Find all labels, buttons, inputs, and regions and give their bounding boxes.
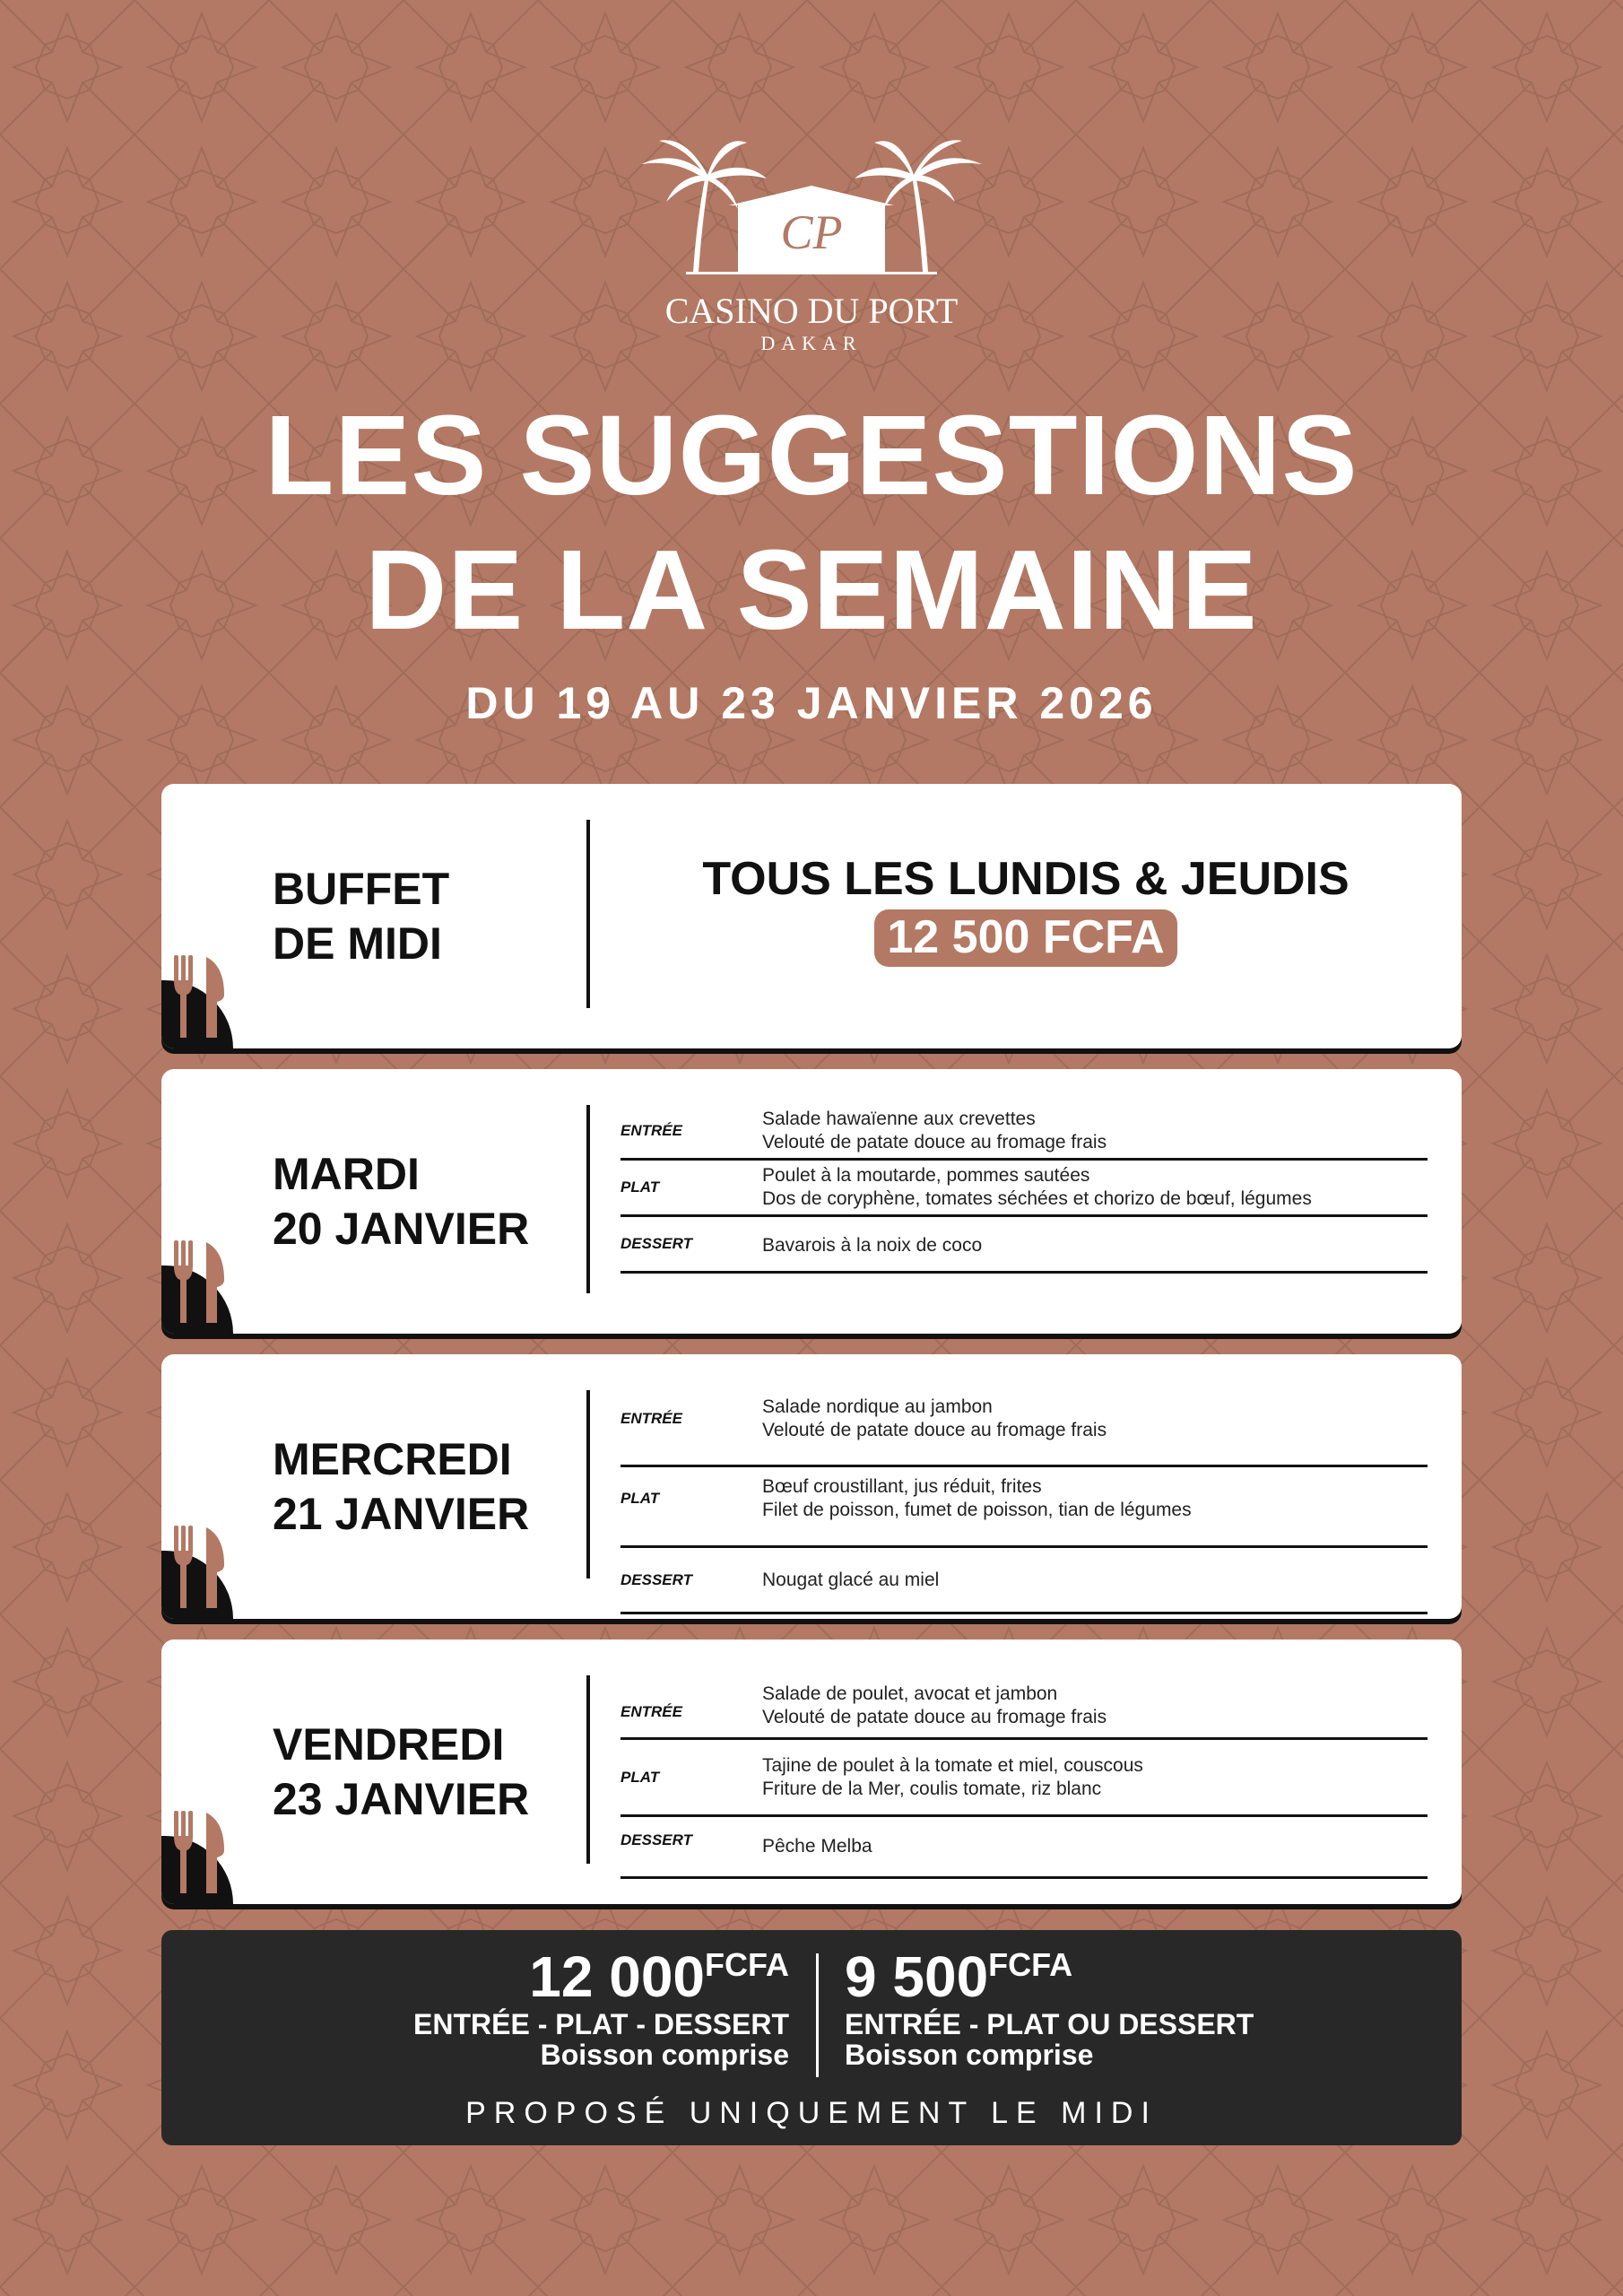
casino-logo	[632, 139, 991, 363]
page-title-line1: LES SUGGESTIONS	[265, 392, 1358, 518]
dish: Pêche Melba	[762, 1836, 872, 1857]
day-label	[273, 1069, 529, 1334]
dish: Filet de poisson, fumet de poisson, tian de légumes	[762, 1499, 1192, 1520]
fork-knife-icon	[170, 1239, 230, 1325]
logo-name: CASINO DU PORT	[664, 291, 959, 331]
buffet-days: TOUS LES LUNDIS & JEUDIS	[702, 853, 1350, 905]
dish: Velouté de patate douce au fromage frais	[762, 1706, 1107, 1727]
day-name: VENDREDI	[273, 1718, 505, 1770]
buffet-label	[273, 784, 449, 1048]
fork-knife-icon	[170, 1809, 230, 1895]
course-items	[762, 1108, 1107, 1154]
day-date: 21 JANVIER	[273, 1488, 530, 1539]
course-label: DESSERT	[621, 1831, 692, 1849]
price-full-menu	[413, 1944, 789, 2071]
course-list	[621, 1674, 1428, 1879]
course-label: DESSERT	[621, 1570, 692, 1588]
day-card-tuesday	[161, 1069, 1462, 1334]
course-items	[762, 1234, 982, 1257]
price-partial-menu	[845, 1944, 1254, 2071]
price-description: ENTRÉE - PLAT - DESSERT	[413, 2008, 789, 2040]
course-label: ENTRÉE	[621, 1410, 682, 1427]
course-dessert	[621, 1217, 1428, 1274]
course-label: ENTRÉE	[621, 1702, 682, 1720]
page-title-line2: DE LA SEMAINE	[365, 526, 1258, 653]
price-amount: 9 500	[845, 1944, 989, 2009]
course-items	[762, 1754, 1143, 1801]
course-items	[762, 1569, 939, 1592]
dish: Poulet à la moutarde, pommes sautées	[762, 1165, 1090, 1186]
dish: Salade hawaïenne aux crevettes	[762, 1108, 1036, 1129]
price-currency: FCFA	[988, 1946, 1073, 1983]
course-items	[762, 1475, 1192, 1522]
divider	[586, 1675, 590, 1864]
divider	[586, 1105, 590, 1293]
dish: Salade nordique au jambon	[762, 1396, 993, 1417]
course-list	[621, 1388, 1428, 1614]
logo-city: DAKAR	[760, 332, 863, 354]
price-divider	[816, 1953, 819, 2077]
buffet-label-line1: BUFFET	[273, 863, 450, 914]
buffet-price-badge: 12 500 FCFA	[874, 909, 1176, 967]
course-label: PLAT	[621, 1768, 660, 1786]
dish: Velouté de patate douce au fromage frais	[762, 1131, 1107, 1152]
price-currency: FCFA	[705, 1946, 789, 1983]
course-items	[762, 1835, 872, 1858]
course-entree	[621, 1388, 1428, 1467]
dish: Bavarois à la noix de coco	[762, 1235, 983, 1256]
fork-knife-icon	[170, 953, 230, 1039]
course-dessert	[621, 1817, 1428, 1879]
course-plat	[621, 1740, 1428, 1817]
buffet-card	[161, 784, 1462, 1048]
day-card-wednesday	[161, 1354, 1462, 1619]
course-list	[621, 1103, 1428, 1274]
price-subtext: Boisson comprise	[540, 2039, 789, 2071]
course-entree	[621, 1674, 1428, 1740]
course-items	[762, 1683, 1107, 1729]
day-name: MERCREDI	[273, 1433, 512, 1484]
course-plat	[621, 1161, 1428, 1217]
date-range: DU 19 AU 23 JANVIER 2026	[465, 678, 1158, 728]
price-subtext: Boisson comprise	[845, 2039, 1094, 2071]
buffet-details	[590, 853, 1462, 967]
course-dessert	[621, 1548, 1428, 1614]
course-label: ENTRÉE	[621, 1121, 682, 1139]
course-plat	[621, 1467, 1428, 1548]
divider	[586, 1390, 590, 1578]
price-description: ENTRÉE - PLAT OU DESSERT	[845, 2008, 1254, 2040]
dish: Dos de coryphène, tomates séchées et chorizo de bœuf, légumes	[762, 1188, 1312, 1209]
course-label: DESSERT	[621, 1235, 692, 1252]
course-label: PLAT	[621, 1178, 660, 1196]
course-label: PLAT	[621, 1489, 660, 1507]
dish: Velouté de patate douce au fromage frais	[762, 1420, 1107, 1440]
dish: Nougat glacé au miel	[762, 1569, 940, 1590]
fork-knife-icon	[170, 1524, 230, 1610]
course-entree	[621, 1103, 1428, 1161]
day-label	[273, 1354, 529, 1619]
day-name: MARDI	[273, 1148, 420, 1199]
dish: Bœuf croustillant, jus réduit, frites	[762, 1475, 1042, 1497]
day-date: 20 JANVIER	[273, 1203, 530, 1254]
lunch-only-note: PROPOSÉ UNIQUEMENT LE MIDI	[465, 2096, 1158, 2130]
day-card-friday	[161, 1639, 1462, 1904]
course-items	[762, 1164, 1312, 1211]
logo-monogram: CP	[780, 205, 843, 259]
day-label	[273, 1639, 529, 1904]
course-items	[762, 1396, 1107, 1442]
day-date: 23 JANVIER	[273, 1773, 530, 1824]
price-amount: 12 000	[529, 1944, 705, 2009]
buffet-label-line2: DE MIDI	[273, 918, 442, 969]
palm-trees-house-logo	[632, 139, 991, 291]
dish: Friture de la Mer, coulis tomate, riz blanc	[762, 1778, 1102, 1799]
dish: Salade de poulet, avocat et jambon	[762, 1683, 1058, 1704]
pricing-bar	[161, 1930, 1462, 2145]
dish: Tajine de poulet à la tomate et miel, couscous	[762, 1754, 1143, 1776]
